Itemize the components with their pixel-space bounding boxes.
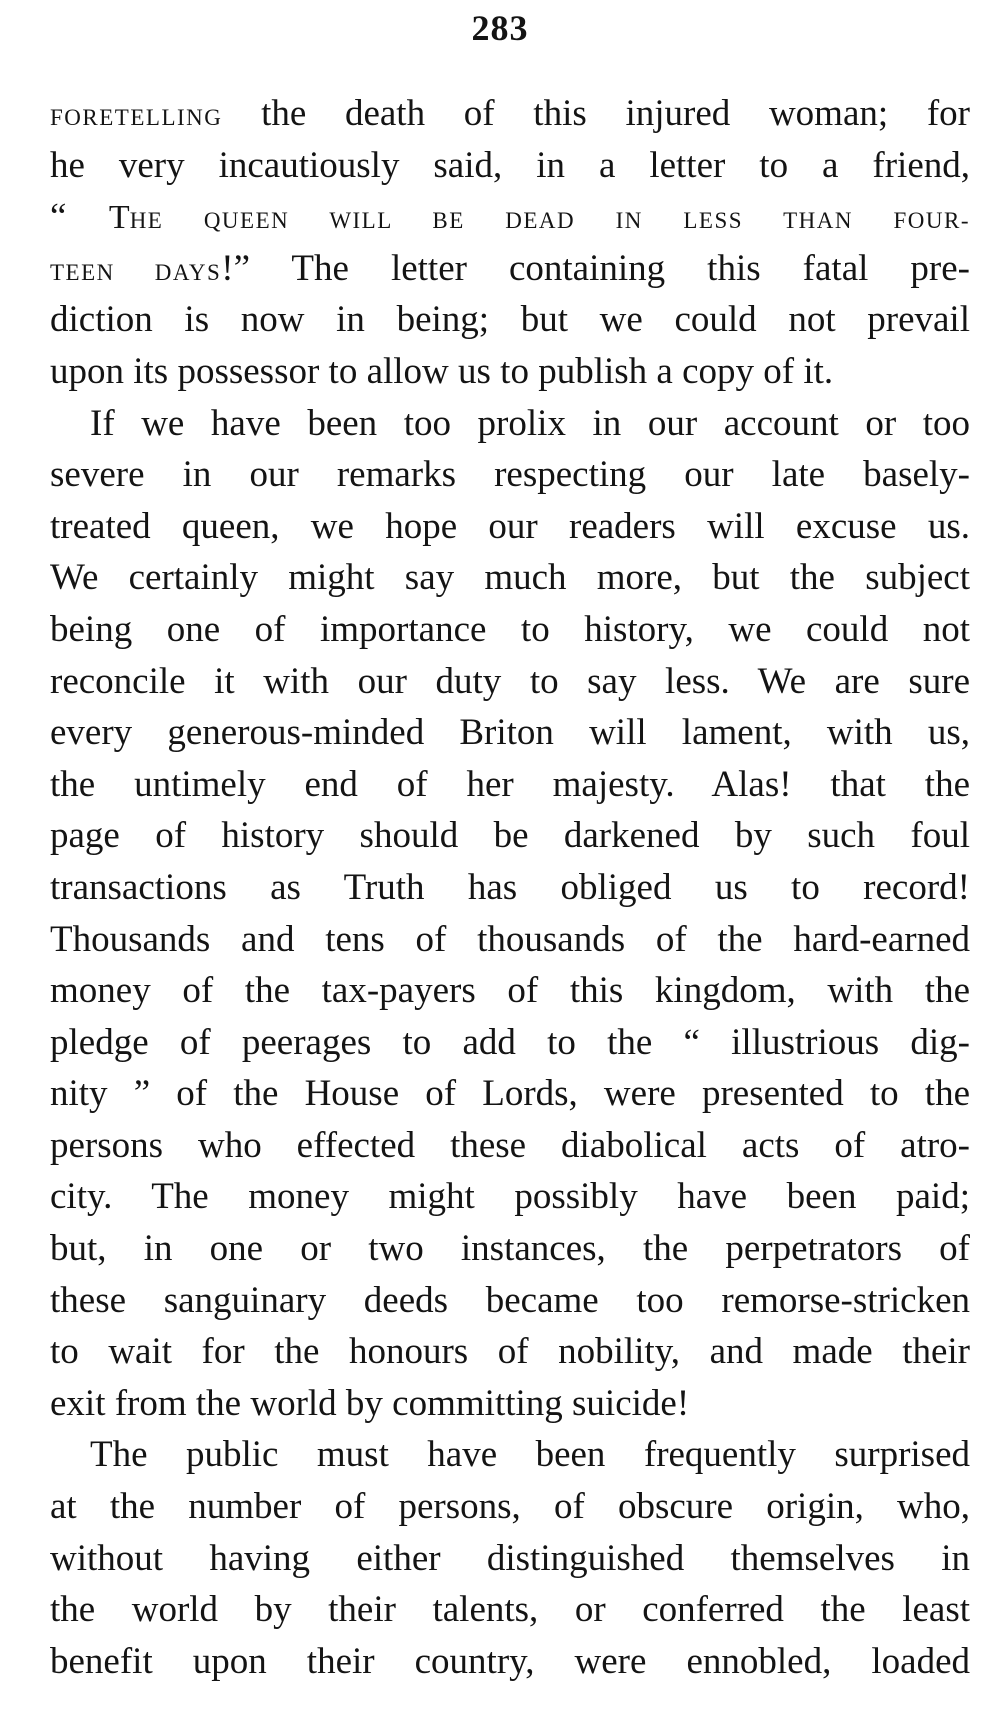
- text-line: The public must have been frequently surprised: [90, 1434, 970, 1476]
- paragraph-1: [50, 88, 970, 398]
- text-line: nity ” of the House of Lords, were presented to the: [50, 1073, 970, 1115]
- text-line: diction is now in being; but we could not prevail: [50, 299, 970, 341]
- line-text: the death of this injured woman; for: [222, 93, 970, 134]
- text-line: he very incautiously said, in a letter to a friend,: [50, 144, 970, 186]
- text-line: pledge of peerages to add to the “ illustrious dig-: [50, 1021, 970, 1063]
- text-line: money of the tax-payers of this kingdom, with the: [50, 970, 970, 1012]
- open-quote: “: [50, 196, 109, 238]
- text-line: but, in one or two instances, the perpetrators of: [50, 1228, 970, 1270]
- body-text: [50, 88, 970, 1687]
- text-line: severe in our remarks respecting our late basely-: [50, 454, 970, 496]
- line-text: !” The letter containing this fatal pre-: [221, 247, 970, 289]
- text-line: If we have been too prolix in our account or too: [90, 402, 970, 444]
- paragraph-3: [50, 1429, 970, 1687]
- text-line: these sanguinary deeds became too remorse-stricken: [50, 1279, 970, 1321]
- text-line: We certainly might say much more, but the subject: [50, 557, 970, 599]
- text-line: transactions as Truth has obliged us to record!: [50, 866, 970, 908]
- text-line: upon its possessor to allow us to publish a copy of it.: [50, 350, 834, 392]
- paragraph-2: [50, 398, 970, 1430]
- small-caps-text: FORETELLING: [50, 105, 223, 130]
- text-line: page of history should be darkened by such foul: [50, 815, 970, 857]
- text-line: every generous-minded Briton will lament, with us,: [50, 712, 970, 754]
- initial-capital: T: [108, 199, 130, 237]
- small-caps-text: HE QUEEN WILL BE DEAD IN LESS THAN FOUR-: [129, 208, 970, 234]
- text-line: to wait for the honours of nobility, and made their: [50, 1331, 970, 1373]
- text-line: the untimely end of her majesty. Alas! that the: [50, 763, 970, 805]
- text-line: the world by their talents, or conferred the least: [50, 1589, 970, 1631]
- text-line: exit from the world by committing suicide!: [50, 1382, 690, 1424]
- text-line: [50, 88, 970, 140]
- text-line: treated queen, we hope our readers will excuse us.: [50, 505, 970, 547]
- page-number: 283: [471, 8, 529, 48]
- text-line: at the number of persons, of obscure origin, who,: [50, 1486, 970, 1528]
- text-line: without having either distinguished themselves in: [50, 1537, 970, 1579]
- text-line: Thousands and tens of thousands of the hard-earned: [50, 918, 970, 960]
- small-caps-text: TEEN DAYS: [50, 259, 222, 285]
- text-line: [50, 191, 970, 243]
- text-line: reconcile it with our duty to say less. We are sure: [50, 660, 970, 702]
- text-line: [50, 243, 970, 295]
- text-line: city. The money might possibly have been paid;: [50, 1176, 970, 1218]
- text-line: persons who effected these diabolical acts of atro-: [50, 1124, 970, 1166]
- text-line: benefit upon their country, were ennobled, loaded: [50, 1640, 970, 1682]
- text-line: being one of importance to history, we could not: [50, 608, 970, 650]
